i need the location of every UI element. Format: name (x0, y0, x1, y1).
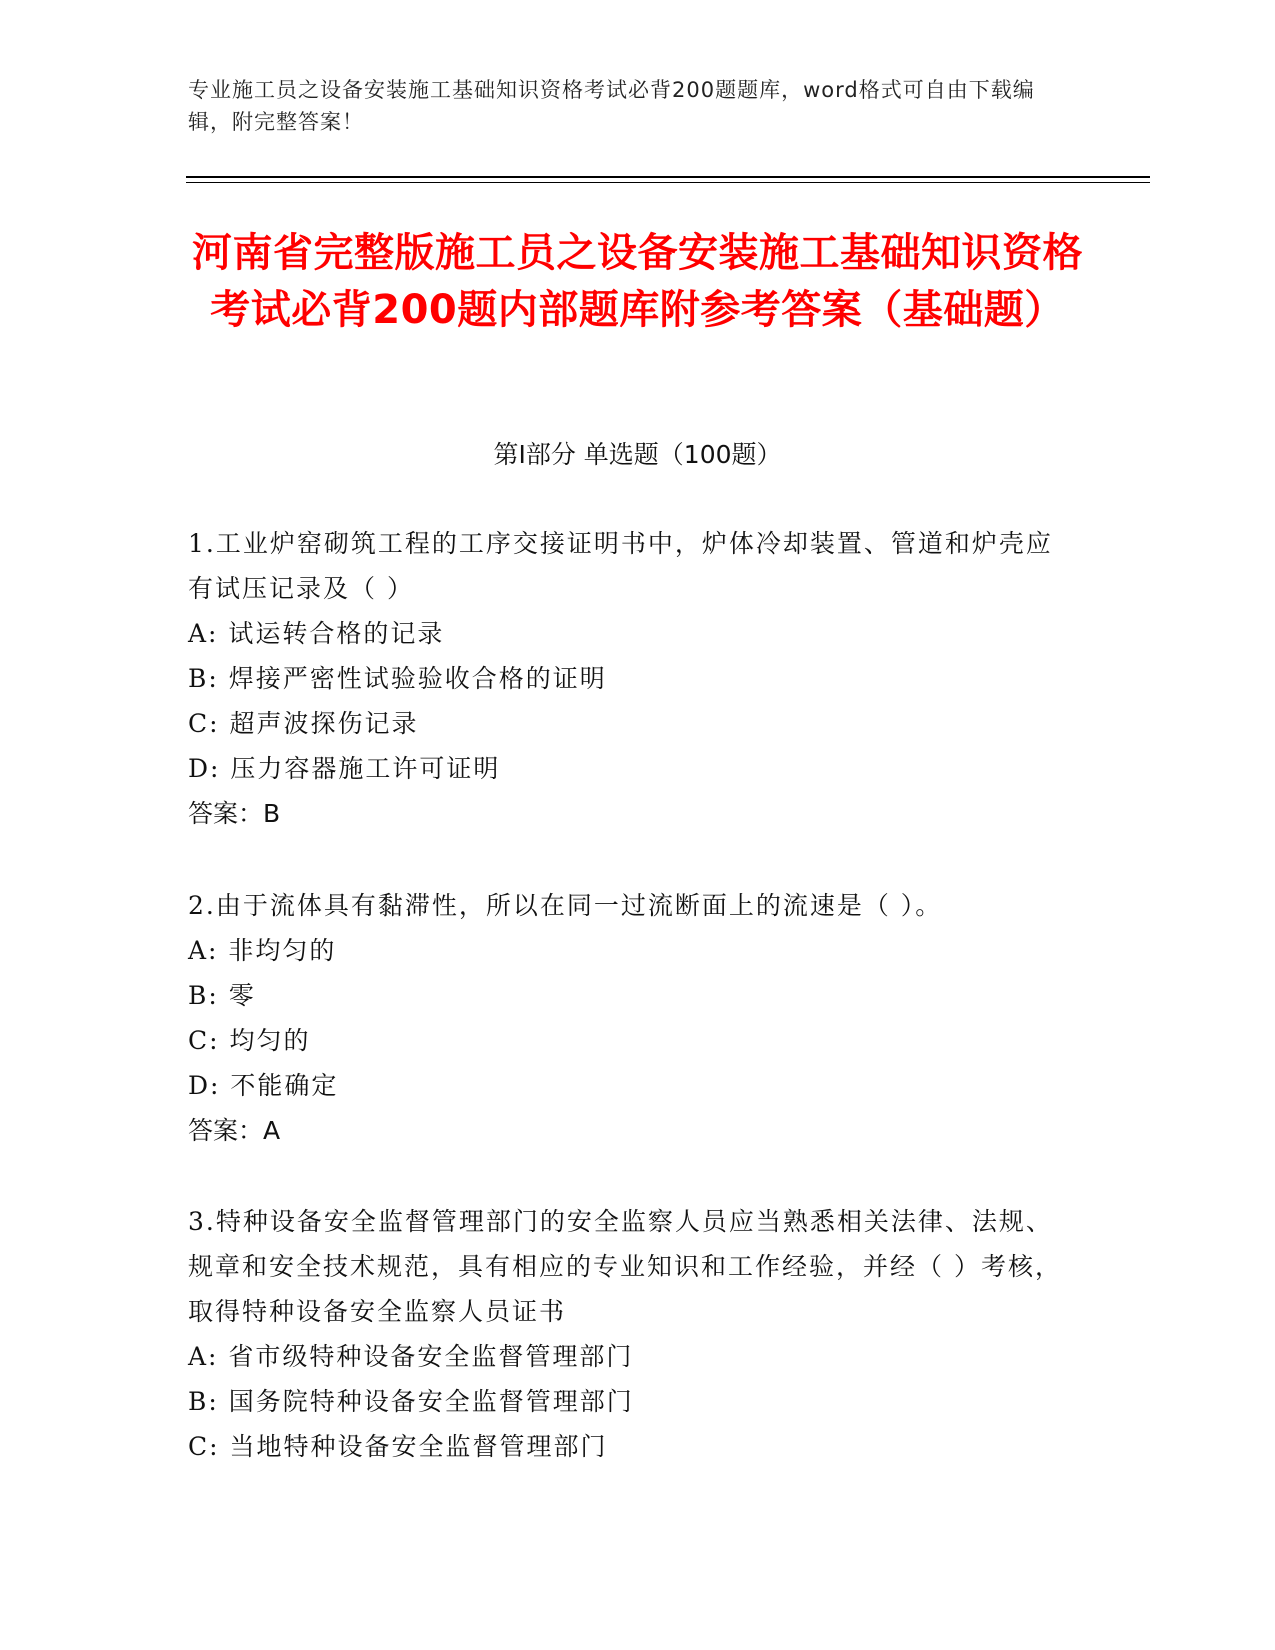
answer: 答案：A (188, 1116, 281, 1145)
section-heading: 第I部分 单选题（100题） (493, 440, 782, 469)
option-d: D: 不能确定 (188, 1071, 339, 1100)
document-title: 河南省完整版施工员之设备安装施工基础知识资格考试必背200题内部题库附参考答案（基础题） (192, 230, 1083, 333)
question-3 (188, 1199, 1068, 1469)
option-c: C: 超声波探伤记录 (188, 709, 419, 738)
option-d: D: 压力容器施工许可证明 (188, 754, 501, 783)
option-a: A: 试运转合格的记录 (188, 619, 445, 648)
option-b: B: 零 (188, 981, 256, 1010)
option-b: B: 焊接严密性试验验收合格的证明 (188, 664, 607, 693)
question-1 (188, 521, 1068, 836)
header-note: 专业施工员之设备安装施工基础知识资格考试必背200题题库，word格式可自由下载编辑，附完整答案！ (188, 78, 1035, 134)
question-stem: 3.特种设备安全监督管理部门的安全监察人员应当熟悉相关法律、法规、规章和安全技术规范，具有相应的专业知识和工作经验，并经（ ）考核，取得特种设备安全监察人员证书 (188, 1207, 1062, 1326)
question-stem: 1.工业炉窑砌筑工程的工序交接证明书中，炉体冷却装置、管道和炉壳应有试压记录及（ ） (188, 529, 1053, 603)
header-divider-thick (186, 176, 1150, 178)
option-a: A: 省市级特种设备安全监督管理部门 (188, 1342, 634, 1371)
option-a: A: 非均匀的 (188, 936, 337, 965)
option-c: C: 当地特种设备安全监督管理部门 (188, 1432, 608, 1461)
option-b: B: 国务院特种设备安全监督管理部门 (188, 1387, 634, 1416)
question-2 (188, 883, 1068, 1153)
header-divider-thin (186, 182, 1150, 183)
option-c: C: 均匀的 (188, 1026, 311, 1055)
answer: 答案：B (188, 799, 281, 828)
question-stem: 2.由于流体具有黏滞性，所以在同一过流断面上的流速是（ ）。 (188, 891, 943, 920)
